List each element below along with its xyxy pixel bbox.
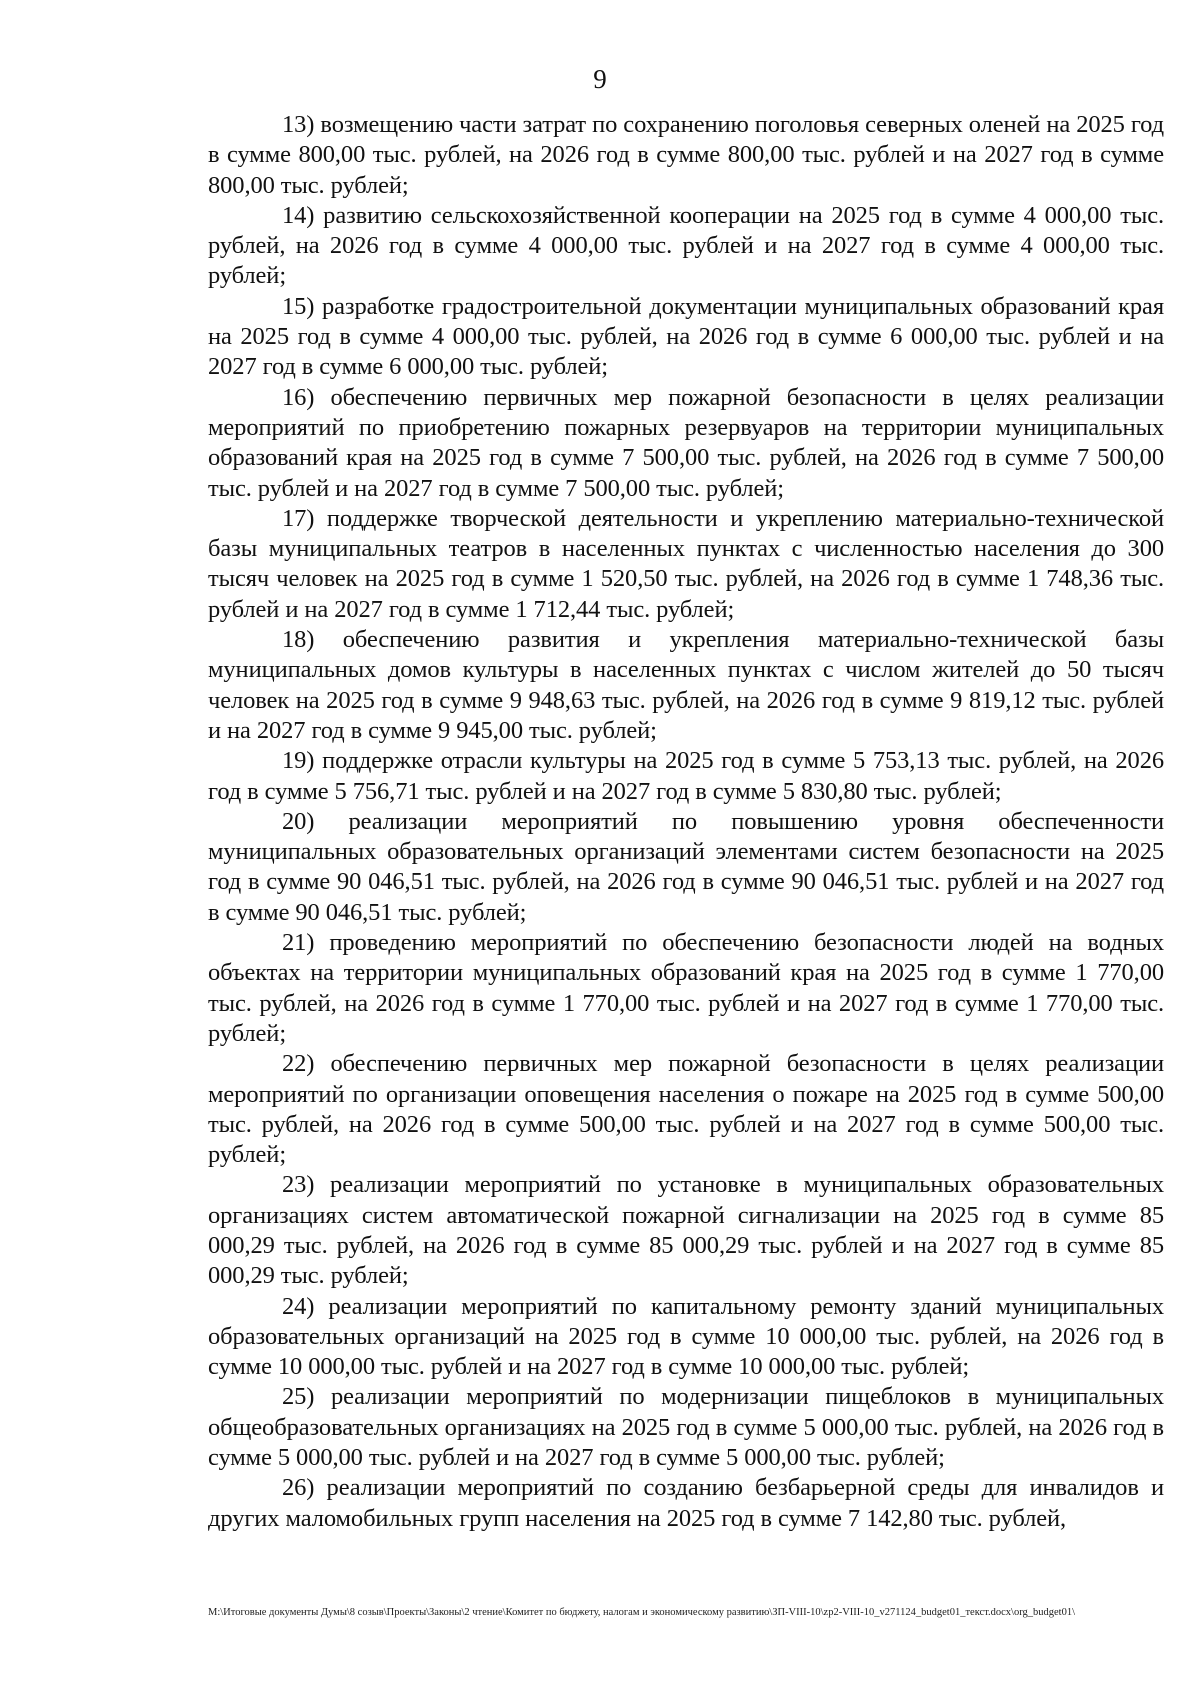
paragraph-20: 20) реализации мероприятий по повышению уровня обеспеченности муниципальных образовательных организаций элементами систем безопасности на 2025 год в сумме 90 046,51 тыс. рублей, на 2026 год в сумме 90 046,51 тыс. рублей и на 2027 год в сумме 90 046,51 тыс. рублей;: [208, 807, 1164, 926]
paragraph-26: 26) реализации мероприятий по созданию безбарьерной среды для инвалидов и других маломобильных групп населения на 2025 год в сумме 7 142,80 тыс. рублей,: [208, 1474, 1164, 1532]
paragraph-23: 23) реализации мероприятий по установке в муниципальных образовательных организациях систем автоматической пожарной сигнализации на 2025 год в сумме 85 000,29 тыс. рублей, на 2026 год в сумме 85 000,29 тыс. рублей и на 2027 год в сумме 85 000,29 тыс. рублей;: [208, 1171, 1164, 1290]
paragraph-14: 14) развитию сельскохозяйственной кооперации на 2025 год в сумме 4 000,00 тыс. рублей, на 2026 год в сумме 4 000,00 тыс. рублей и на 2027 год в сумме 4 000,00 тыс. рублей;: [208, 201, 1164, 290]
page-number: 9: [593, 64, 607, 94]
paragraph-13: 13) возмещению части затрат по сохранению поголовья северных оленей на 2025 год в сумме 800,00 тыс. рублей, на 2026 год в сумме 800,00 тыс. рублей и на 2027 год в сумме 800,00 тыс. рублей;: [208, 111, 1164, 199]
paragraph-22: 22) обеспечению первичных мер пожарной безопасности в целях реализации мероприятий по организации оповещения населения о пожаре на 2025 год в сумме 500,00 тыс. рублей, на 2026 год в сумме 500,00 тыс. рублей и на 2027 год в сумме 500,00 тыс. рублей;: [208, 1050, 1164, 1169]
paragraph-21: 21) проведению мероприятий по обеспечению безопасности людей на водных объектах на территории муниципальных образований края на 2025 год в сумме 1 770,00 тыс. рублей, на 2026 год в сумме 1 770,00 тыс. рублей и на 2027 год в сумме 1 770,00 тыс. рублей;: [208, 929, 1164, 1047]
document-body: [208, 110, 1164, 1534]
paragraph-24: 24) реализации мероприятий по капитальному ремонту зданий муниципальных образовательных организаций на 2025 год в сумме 10 000,00 тыс. рублей, на 2026 год в сумме 10 000,00 тыс. рублей и на 2027 год в сумме 10 000,00 тыс. рублей;: [208, 1292, 1164, 1381]
paragraph-15: 15) разработке градостроительной документации муниципальных образований края на 2025 год в сумме 4 000,00 тыс. рублей, на 2026 год в сумме 6 000,00 тыс. рублей и на 2027 год в сумме 6 000,00 тыс. рублей;: [208, 292, 1164, 381]
footer-file-path: М:\Итоговые документы Думы\8 созыв\Проекты\Законы\2 чтение\Комитет по бюджету, налогам и экономическому развитию\ЗП-VIII-10\zp2-VIII-10_v271124_budget01_текст.docx\org_budget01\: [208, 1607, 1076, 1618]
paragraph-19: 19) поддержке отрасли культуры на 2025 год в сумме 5 753,13 тыс. рублей, на 2026 год в сумме 5 756,71 тыс. рублей и на 2027 год в сумме 5 830,80 тыс. рублей;: [208, 747, 1164, 805]
paragraph-17: 17) поддержке творческой деятельности и укреплению материально-технической базы муниципальных театров в населенных пунктах с численностью населения до 300 тысяч человек на 2025 год в сумме 1 520,50 тыс. рублей, на 2026 год в сумме 1 748,36 тыс. рублей и на 2027 год в сумме 1 712,44 тыс. рублей;: [208, 504, 1164, 623]
paragraph-18: 18) обеспечению развития и укрепления материально-технической базы муниципальных домов культуры в населенных пунктах с числом жителей до 50 тысяч человек на 2025 год в сумме 9 948,63 тыс. рублей, на 2026 год в сумме 9 819,12 тыс. рублей и на 2027 год в сумме 9 945,00 тыс. рублей;: [208, 626, 1164, 744]
paragraph-25: 25) реализации мероприятий по модернизации пищеблоков в муниципальных общеобразовательных организациях на 2025 год в сумме 5 000,00 тыс. рублей, на 2026 год в сумме 5 000,00 тыс. рублей и на 2027 год в сумме 5 000,00 тыс. рублей;: [208, 1383, 1164, 1472]
paragraph-16: 16) обеспечению первичных мер пожарной безопасности в целях реализации мероприятий по приобретению пожарных резервуаров на территории муниципальных образований края на 2025 год в сумме 7 500,00 тыс. рублей, на 2026 год в сумме 7 500,00 тыс. рублей и на 2027 год в сумме 7 500,00 тыс. рублей;: [208, 383, 1164, 502]
